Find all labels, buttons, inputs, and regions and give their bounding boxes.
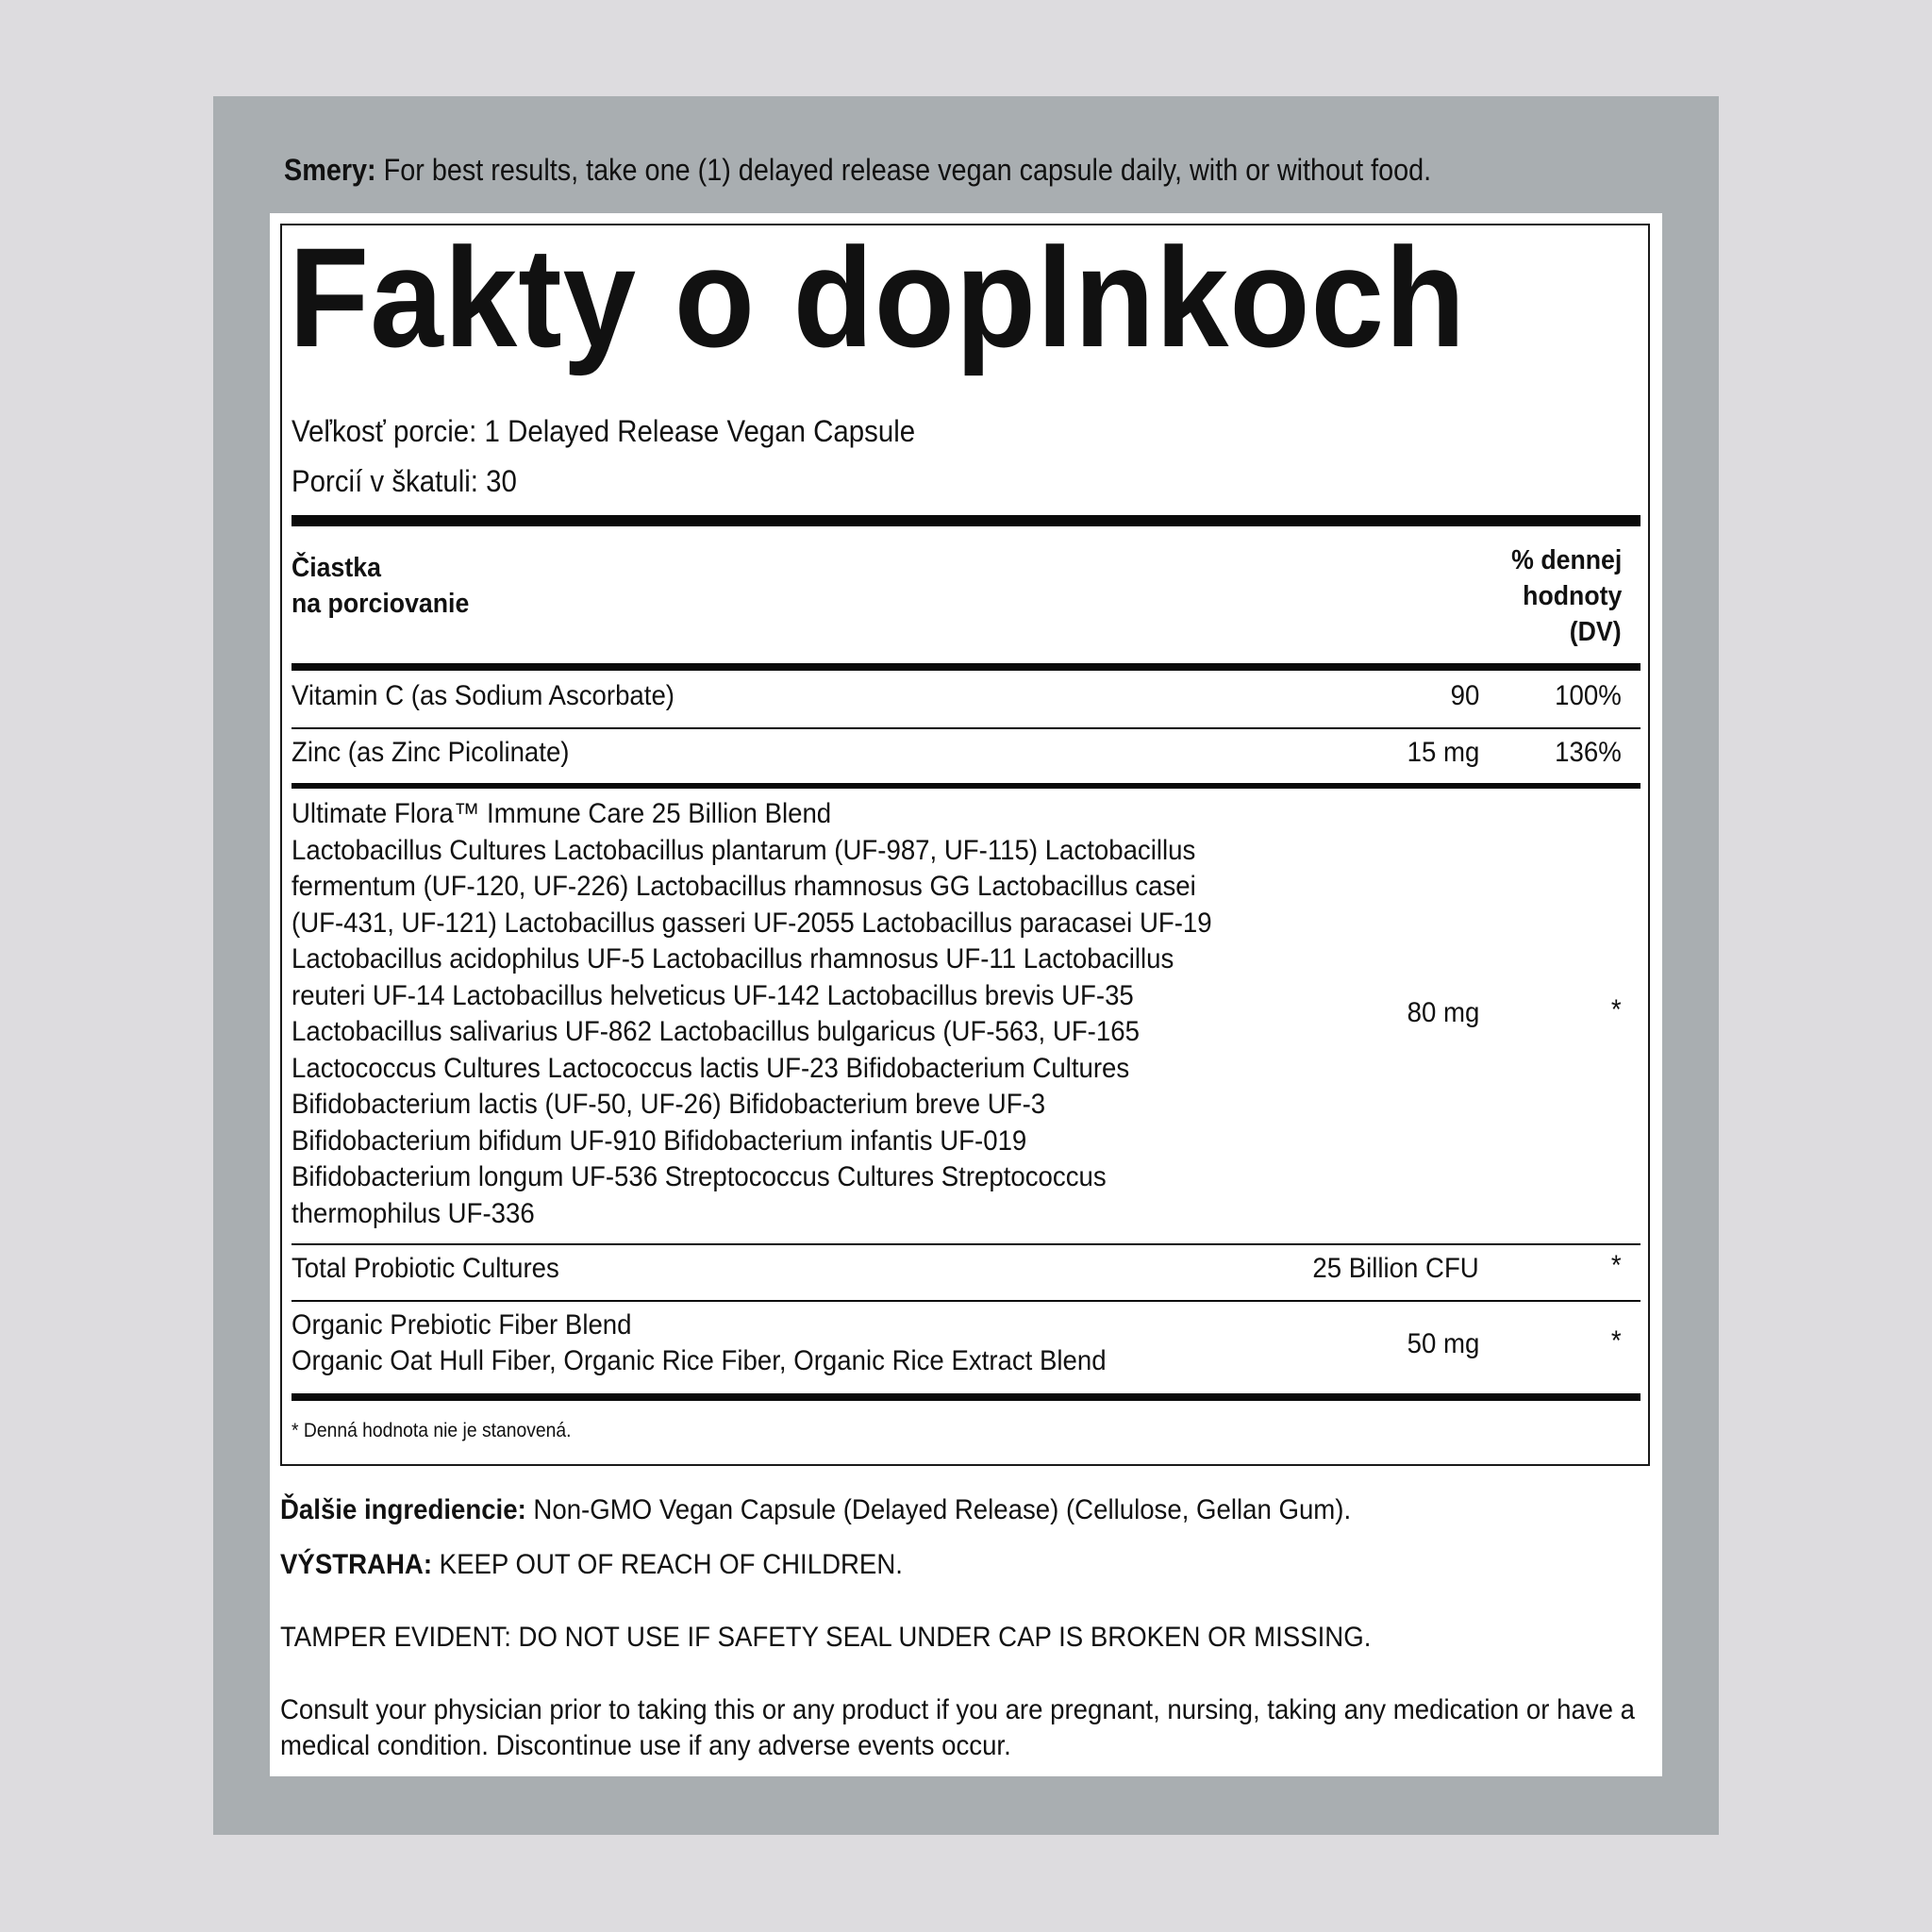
other-ingredients-text: Non-GMO Vegan Capsule (Delayed Release) (Cellulose, Gellan Gum). <box>525 1494 1352 1525</box>
nutrient-name-line: Ultimate Flora™ Immune Care 25 Billion Blend <box>291 798 832 829</box>
header-amount-line2: na porciovanie <box>291 589 470 619</box>
medium-rule <box>291 1393 1641 1401</box>
nutrient-dv: 136% <box>1555 737 1622 768</box>
facts-title: Fakty o doplnkoch <box>289 218 1467 376</box>
header-dv-line3: (DV) <box>1570 617 1622 647</box>
nutrient-name: Vitamin C (as Sodium Ascorbate) <box>291 680 675 711</box>
consult-line: Consult your physician prior to taking this or any product if you are pregnant, nursing, taking any medication or have a <box>280 1694 1636 1725</box>
thin-rule <box>291 727 1641 729</box>
nutrient-dv: * <box>1611 1250 1622 1281</box>
medium-rule <box>291 783 1641 789</box>
nutrient-name-line: Lactobacillus Cultures Lactobacillus plantarum (UF-987, UF-115) Lactobacillus <box>291 834 1196 866</box>
thin-rule <box>291 1300 1641 1302</box>
consult-line: medical condition. Discontinue use if any adverse events occur. <box>280 1730 1011 1761</box>
directions-label: Smery: <box>284 153 376 187</box>
nutrient-name-line: fermentum (UF-120, UF-226) Lactobacillus rhamnosus GG Lactobacillus casei <box>291 871 1196 902</box>
nutrient-name-line: Bifidobacterium lactis (UF-50, UF-26) Bifidobacterium breve UF-3 <box>291 1089 1046 1120</box>
nutrient-name-line: thermophilus UF-336 <box>291 1197 535 1229</box>
nutrient-name: Zinc (as Zinc Picolinate) <box>291 737 570 768</box>
nutrient-name-line: Organic Prebiotic Fiber Blend <box>291 1309 632 1341</box>
header-amount-line1: Čiastka <box>291 553 381 583</box>
warning <box>280 1547 903 1583</box>
nutrient-dv: * <box>1611 1325 1622 1357</box>
directions-body: For best results, take one (1) delayed release vegan capsule daily, with or without food. <box>375 153 1432 187</box>
other-ingredients-label: Ďalšie ingrediencie: <box>280 1494 526 1525</box>
header-dv-line1: % dennej <box>1510 545 1622 575</box>
nutrient-dv: 100% <box>1555 680 1622 711</box>
nutrient-amount: 90 <box>1450 680 1479 711</box>
nutrient-name-line: Organic Oat Hull Fiber, Organic Rice Fiber, Organic Rice Extract Blend <box>291 1345 1107 1376</box>
nutrient-dv: * <box>1611 994 1622 1025</box>
nutrient-amount: 15 mg <box>1407 737 1479 768</box>
serving-size: Veľkosť porcie: 1 Delayed Release Vegan Capsule <box>291 414 916 448</box>
other-ingredients <box>280 1492 1351 1528</box>
warning-label: VÝSTRAHA: <box>280 1549 433 1580</box>
thin-rule <box>291 1243 1641 1245</box>
warning-text: KEEP OUT OF REACH OF CHILDREN. <box>432 1549 903 1580</box>
servings-per-container: Porcií v škatuli: 30 <box>291 464 517 498</box>
nutrient-name-line: Lactobacillus salivarius UF-862 Lactobacillus bulgaricus (UF-563, UF-165 <box>291 1016 1140 1047</box>
header-dv-line2: hodnoty <box>1522 581 1622 611</box>
thick-rule <box>291 515 1641 526</box>
nutrient-amount: 50 mg <box>1407 1328 1479 1359</box>
nutrient-name-line: Bifidobacterium longum UF-536 Streptococcus Cultures Streptococcus <box>291 1161 1107 1192</box>
nutrient-amount: 80 mg <box>1407 997 1479 1028</box>
nutrient-name-line: reuteri UF-14 Lactobacillus helveticus UF-142 Lactobacillus brevis UF-35 <box>291 979 1134 1011</box>
footnote: * Denná hodnota nie je stanovená. <box>291 1420 572 1441</box>
nutrient-name-line: (UF-431, UF-121) Lactobacillus gasseri UF-2055 Lactobacillus paracasei UF-19 <box>291 907 1212 939</box>
nutrient-name-line: Bifidobacterium bifidum UF-910 Bifidobacterium infantis UF-019 <box>291 1124 1027 1157</box>
nutrient-name: Total Probiotic Cultures <box>291 1253 559 1284</box>
directions-text <box>284 149 1524 191</box>
nutrient-amount: 25 Billion CFU <box>1312 1253 1479 1284</box>
nutrient-name-line: Lactobacillus acidophilus UF-5 Lactobacillus rhamnosus UF-11 Lactobacillus <box>291 943 1174 974</box>
medium-rule <box>291 663 1641 671</box>
nutrient-name-line: Lactococcus Cultures Lactococcus lactis UF-23 Bifidobacterium Cultures <box>291 1052 1130 1084</box>
tamper-evident: TAMPER EVIDENT: DO NOT USE IF SAFETY SEAL UNDER CAP IS BROKEN OR MISSING. <box>280 1622 1372 1653</box>
